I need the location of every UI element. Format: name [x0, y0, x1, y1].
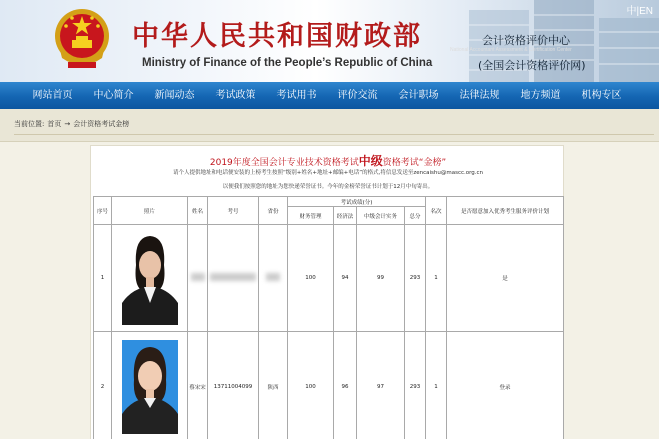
cell-rank: 1	[426, 225, 447, 332]
cell-province	[259, 225, 288, 332]
breadcrumb-bar	[0, 109, 659, 142]
cell-name: 蔡宋宋	[188, 332, 208, 439]
cell-join: 是	[447, 225, 564, 332]
cell-exam-no: 13711004099	[208, 332, 259, 439]
cell-name	[188, 225, 208, 332]
header-name: 姓名	[188, 197, 208, 225]
page-title-level: 中级	[358, 154, 383, 168]
honor-roll-table	[93, 196, 564, 439]
national-emblem-icon	[52, 6, 112, 70]
header-score-group: 考试成绩(分)	[288, 197, 426, 207]
nav-item-local[interactable]: 地方频道	[520, 90, 561, 101]
nav-item-home[interactable]: 网站首页	[32, 90, 73, 101]
header-province: 省份	[259, 197, 288, 225]
cell-total: 293	[405, 332, 426, 439]
nav-item-career[interactable]: 会计职场	[398, 90, 439, 101]
page-title-post: 资格考试“金榜”	[382, 158, 447, 168]
nav-item-about[interactable]: 中心简介	[93, 90, 134, 101]
lang-separator: |	[636, 6, 640, 17]
cell-join: 登录	[447, 332, 564, 439]
lang-en-link[interactable]: EN	[639, 6, 653, 17]
notice-line-1: 请个人提供地址和电话便安装的上榜考生按照“级别+姓名+地址+邮编+电话”的格式,将信息发送至zencaishu@mascc.org.cn	[172, 170, 484, 176]
cell-subject-2: 94	[334, 225, 357, 332]
site-title-cn: 中华人民共和国财政部	[132, 21, 422, 52]
cell-subject-3: 99	[357, 225, 405, 332]
candidate-photo	[122, 231, 178, 325]
cell-total: 293	[405, 225, 426, 332]
language-switch	[626, 2, 653, 17]
cell-photo	[112, 332, 188, 439]
nav-item-institutions[interactable]: 机构专区	[581, 90, 622, 101]
content-panel	[90, 145, 564, 439]
nav-item-news[interactable]: 新闻动态	[154, 90, 195, 101]
header-total: 总分	[405, 207, 426, 225]
candidate-photo	[122, 340, 178, 434]
header-subject-2: 经济法	[334, 207, 357, 225]
site-title-en: Ministry of Finance of the People’s Republic of China	[142, 57, 433, 69]
header-exam-no: 考号	[208, 197, 259, 225]
nav-item-exam-policy[interactable]: 考试政策	[215, 90, 256, 101]
redacted-exam-no	[210, 273, 256, 281]
page-title	[91, 152, 565, 169]
header-rank: 名次	[426, 197, 447, 225]
page-title-pre: 2019年度全国会计专业技术资格考试	[209, 158, 359, 168]
cell-rank: 1	[426, 332, 447, 439]
cell-photo	[112, 225, 188, 332]
cell-subject-1: 100	[288, 225, 334, 332]
redacted-name	[191, 273, 205, 281]
breadcrumb-home-link[interactable]: 首页	[47, 120, 62, 128]
center-site-name: (全国会计资格评价网)	[478, 59, 586, 72]
header-banner	[0, 0, 659, 82]
table-row	[94, 225, 564, 332]
cell-province: 陕西	[259, 332, 288, 439]
breadcrumb-separator: →	[64, 120, 71, 128]
center-name-en: National Accountant Assessment & Certification Center	[450, 47, 572, 53]
nav-item-exchange[interactable]: 评价交流	[337, 90, 378, 101]
header-photo: 照片	[112, 197, 188, 225]
center-name-cn: 会计资格评价中心	[482, 34, 570, 47]
cell-index: 1	[94, 225, 112, 332]
notice-line-2: 以便我们按照您的地址为您快递荣誉证书。今年的金榜荣誉证书计划于12月中旬寄出。	[222, 184, 434, 190]
table-header-row	[94, 197, 564, 207]
breadcrumb-prefix: 当前位置:	[14, 120, 45, 128]
header-index: 序号	[94, 197, 112, 225]
main-nav	[0, 82, 659, 109]
cell-subject-2: 96	[334, 332, 357, 439]
breadcrumb	[14, 119, 654, 135]
nav-item-laws[interactable]: 法律法规	[459, 90, 500, 101]
table-row	[94, 332, 564, 439]
redacted-province	[266, 273, 280, 281]
breadcrumb-current: 会计资格考试金榜	[73, 120, 130, 128]
header-subject-1: 财务管理	[288, 207, 334, 225]
lang-cn-link[interactable]: 中	[626, 6, 637, 17]
header-subject-3: 中级会计实务	[357, 207, 405, 225]
nav-item-exam-books[interactable]: 考试用书	[276, 90, 317, 101]
cell-exam-no	[208, 225, 259, 332]
header-join: 是否愿意加入优秀考生服务评价计划	[447, 197, 564, 225]
cell-subject-3: 97	[357, 332, 405, 439]
cell-index: 2	[94, 332, 112, 439]
cell-subject-1: 100	[288, 332, 334, 439]
